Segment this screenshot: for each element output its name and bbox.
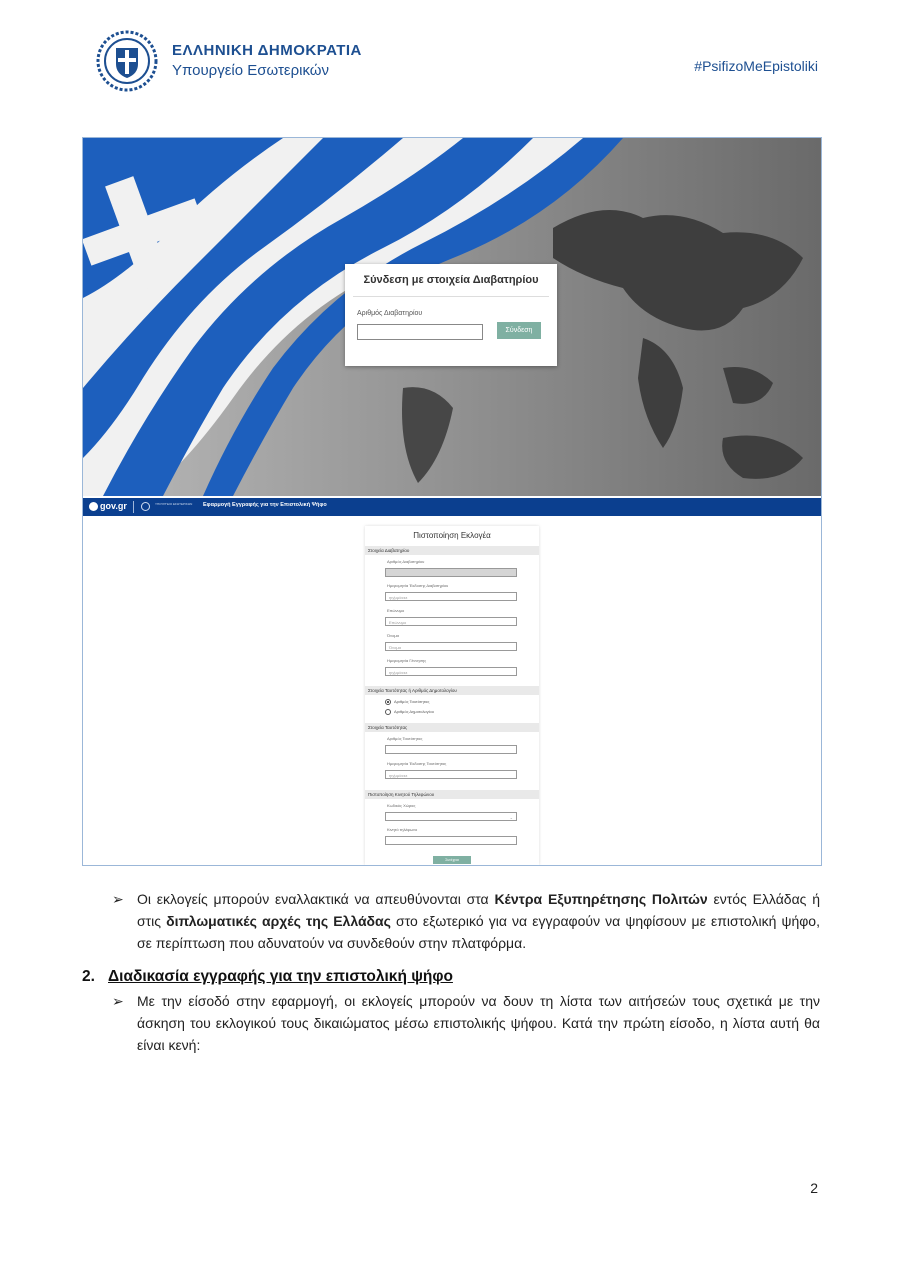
arrow-bullet-icon: ➢ [112,891,124,907]
birth-date-placeholder: ηη/μμ/εεεε [389,669,408,675]
page-number: 2 [810,1180,818,1196]
country-code-label: Κωδικός Χώρας [387,803,416,808]
gov-divider [133,501,134,513]
voter-verification-form [365,526,539,865]
passport-number-input[interactable] [357,324,483,340]
surname-label: Επώνυμο [387,608,405,613]
country-code-select[interactable] [385,812,517,821]
issue-date-label: Ημερομηνία Έκδοσης Διαβατηρίου [387,583,449,588]
radio-municipal-number-label: Αριθμός Δημοτολογίου [394,709,434,714]
section-phone [365,790,539,799]
gov-logo[interactable]: gov.gr [100,501,127,511]
section-number: 2. [82,968,95,985]
paragraph-text-part: εντός Ελλάδας ή στις [137,891,820,929]
greek-republic-emblem-icon [96,30,158,92]
section-id-or-municipal-label: Στοιχεία Ταυτότητας ή Αριθμός Δημοτολογίου [368,687,457,693]
section-id-or-municipal [365,686,539,695]
org-name: ΕΛΛΗΝΙΚΗ ΔΗΜΟΚΡΑΤΙΑ [172,42,362,59]
section-passport [365,546,539,555]
surname-placeholder: Επώνυμο [389,619,407,625]
gov-ministry-name: ΥΠΟΥΡΓΕΙΟ ΕΣΩΤΕΡΙΚΩΝ [155,502,193,506]
paragraph-text-part: στο εξωτερικό για να εγγραφούν να ψηφίσουν με επιστολική ψήφο, σε περίπτωση που αδυνατούν να συνδεθούν στην πλατφόρμα. [137,913,820,951]
birth-date-field[interactable] [385,667,517,676]
paragraph-text-part: Οι εκλογείς μπορούν εναλλακτικά να απευθύνονται στα [137,891,495,907]
radio-id-number[interactable] [385,699,391,705]
id-issue-date-placeholder: ηη/μμ/εεεε [389,772,408,778]
ministry-emblem-icon [141,502,150,511]
surname-field[interactable] [385,617,517,626]
app-screenshot [82,137,822,866]
passport-no-label: Αριθμός Διαβατηρίου [387,559,425,564]
passport-no-field [385,568,517,577]
section-title: Διαδικασία εγγραφής για την επιστολική ψήφο [108,968,453,985]
gov-dot-icon [89,502,98,511]
birth-date-label: Ημερομηνία Γέννησης [387,658,427,663]
app-title: Εφαρμογή Εγγραφής για την Επιστολική Ψήφο [203,502,327,508]
issue-date-field[interactable] [385,592,517,601]
section-phone-label: Πιστοποίηση Κινητού Τηλεφώνου [368,791,435,797]
passport-login-card [345,264,557,366]
name-field[interactable] [385,642,517,651]
chevron-down-icon: ⌄ [509,814,513,820]
form-title: Πιστοποίηση Εκλογέα [413,531,491,540]
login-button[interactable]: Σύνδεση [497,322,541,339]
arrow-bullet-icon: ➢ [112,993,124,1009]
issue-date-placeholder: ηη/μμ/εεεε [389,594,408,600]
login-title: Σύνδεση με στοιχεία Διαβατηρίου [363,274,539,286]
passport-number-label: Αριθμός Διαβατηρίου [357,310,423,317]
section-id [365,723,539,732]
id-no-label: Αριθμός Ταυτότητας [387,736,423,741]
section-heading [82,968,453,986]
mobile-field[interactable] [385,836,517,845]
radio-id-number-label: Αριθμός Ταυτότητας [394,699,430,704]
name-label: Όνομα [387,633,399,638]
paragraph-text: Με την είσοδό στην εφαρμογή, οι εκλογείς μπορούν να δουν τη λίστα των αιτήσεών τους σχετικά με την άσκηση του εκλογικού τους δικαιώματος μέσω επιστολικής ψήφου. Κατά την πρώτη είσοδο, η λίστα αυτή θα είναι κενή: [137,993,820,1053]
mobile-label: Κινητό τηλέφωνο [387,827,418,832]
hero-banner [83,138,821,496]
hashtag: #PsifizoMeEpistoliki [694,58,818,74]
paragraph-text [137,888,820,954]
radio-municipal-number[interactable] [385,709,391,715]
id-issue-date-label: Ημερομηνία Έκδοσης Ταυτότητας [387,761,447,766]
name-placeholder: Όνομα [389,644,401,650]
section-id-label: Στοιχεία Ταυτότητας [368,724,408,730]
id-issue-date-field[interactable] [385,770,517,779]
ministry-name: Υπουργείο Εσωτερικών [172,62,330,79]
continue-button[interactable]: Συνέχεια [433,856,471,864]
kep-emphasis: Κέντρα Εξυπηρέτησης Πολιτών [494,891,708,907]
diplomatic-emphasis: διπλωματικές αρχές της Ελλάδας [166,913,391,929]
section-passport-label: Στοιχεία Διαβατηρίου [368,547,410,553]
gov-header-bar [83,498,821,516]
login-divider [353,296,549,297]
id-no-field[interactable] [385,745,517,754]
